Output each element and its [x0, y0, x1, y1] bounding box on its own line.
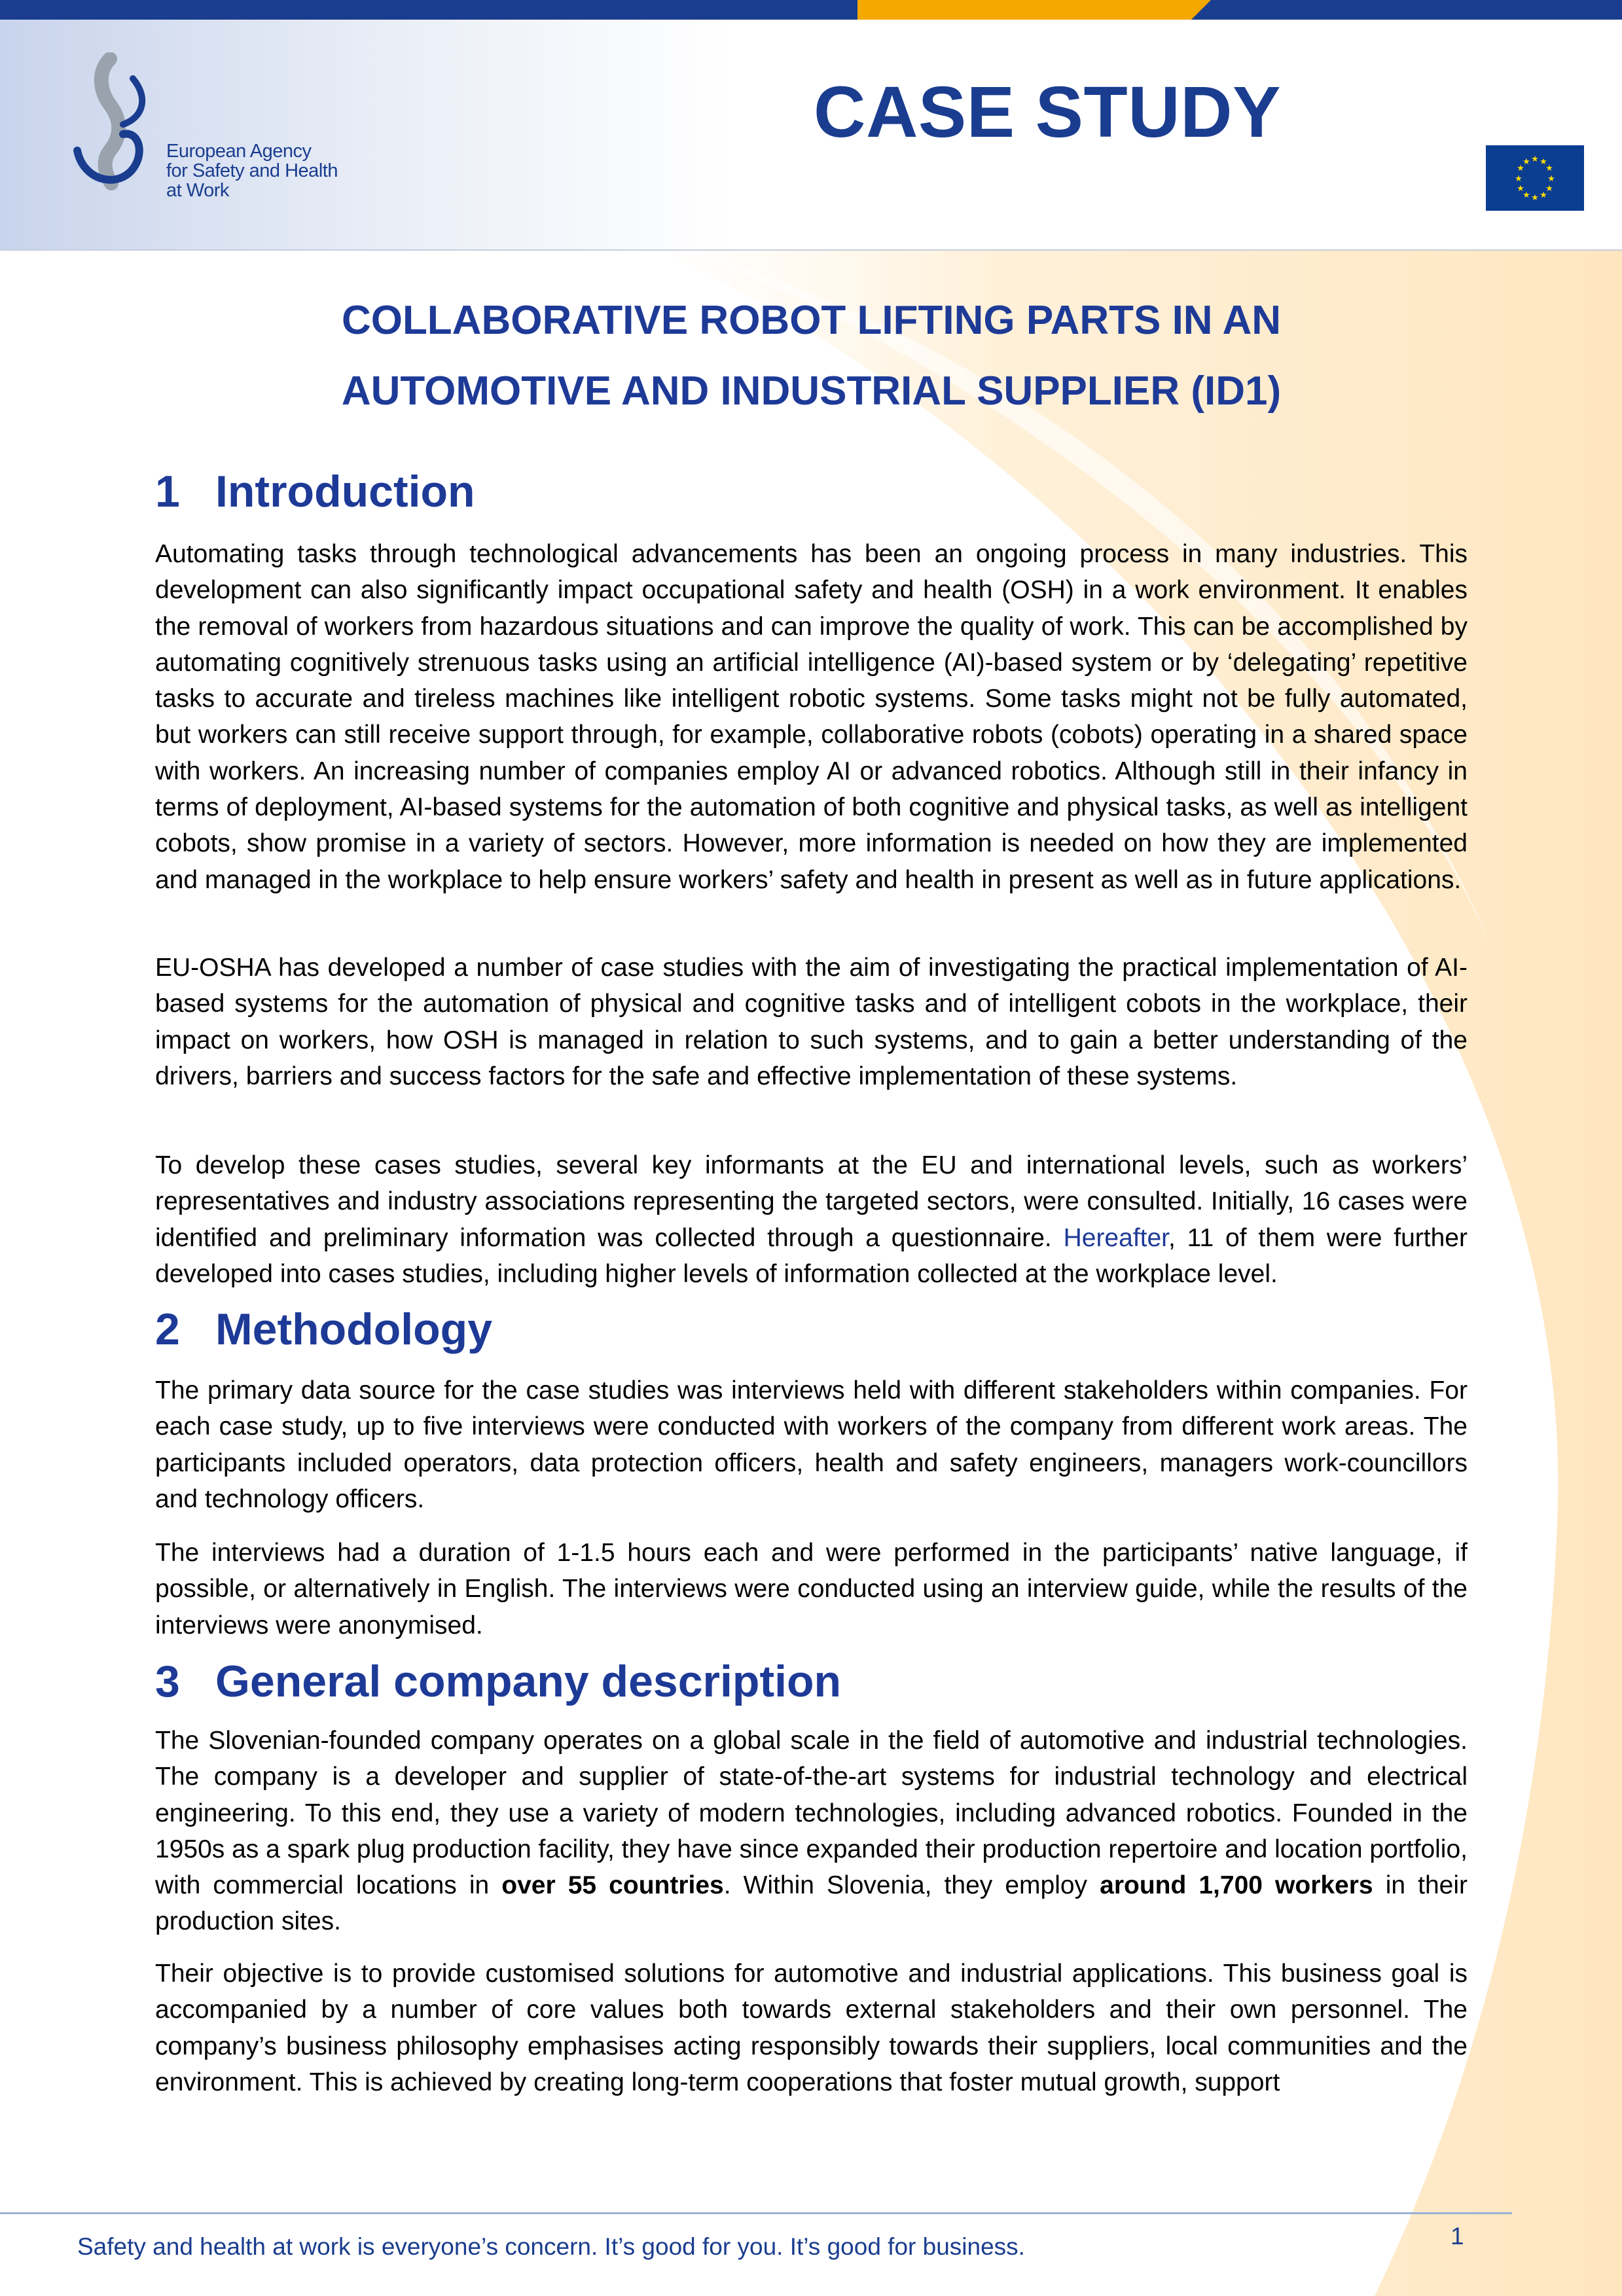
paragraph: Their objective is to provide customised solutions for automotive and industrial applications. This business goal is accompanied by a number of core values both towards external stakeholders and their own personnel. The company’s business philosophy emphasises acting responsibly towards their suppliers, local communities and the environment. This is achieved by creating long-term cooperations that foster mutual growth, support	[155, 1960, 1468, 2096]
header-stripe	[0, 0, 857, 20]
agency-logo	[71, 52, 346, 223]
paragraph-text: in their production sites.	[155, 1871, 1468, 1936]
paragraph-text: . Within Slovenia, they employ	[723, 1871, 1100, 1900]
paragraph: The primary data source for the case studies was interviews held with different stakeholders within companies. For each case study, up to five interviews were conducted with workers of the company from different work areas. The participants included operators, data protection officers, health and safety engineers, managers work-councillors and technology officers.	[155, 1376, 1468, 1513]
section-title: Introduction	[215, 467, 475, 516]
svg-text:★: ★	[1545, 164, 1553, 173]
eu-stars	[1486, 145, 1584, 211]
agency-name-line: for Safety and Health	[166, 160, 338, 181]
bold-text: over 55 countries	[501, 1871, 724, 1900]
svg-text:★: ★	[1540, 157, 1547, 167]
svg-text:★: ★	[1517, 184, 1524, 194]
svg-text:★: ★	[1523, 157, 1530, 167]
paragraph	[155, 1723, 1468, 1940]
document-type-label: CASE STUDY	[814, 72, 1281, 152]
paragraph-text: To develop these cases studies, several key informants at the EU and international levels, such as workers’ representatives and industry associations representing the targeted sectors, were consulted. Initially, 16 cases were identified and preliminary information was collected through a questionnaire.	[155, 1151, 1468, 1252]
svg-text:★: ★	[1523, 190, 1530, 200]
svg-text:★: ★	[1517, 164, 1524, 173]
document-title-line: COLLABORATIVE ROBOT LIFTING PARTS IN AN	[341, 298, 1282, 343]
footer-slogan: Safety and health at work is everyone’s concern. It’s good for you. It’s good for business.	[77, 2233, 1025, 2260]
svg-text:★: ★	[1515, 174, 1523, 184]
section-number: 2	[155, 1304, 180, 1354]
document-title	[155, 285, 1468, 427]
agency-name-line: European Agency	[166, 141, 312, 162]
svg-text:★: ★	[1540, 190, 1547, 200]
agency-name	[166, 141, 338, 200]
highlighted-text: Hereafter	[1063, 1223, 1169, 1252]
section-number: 3	[155, 1657, 180, 1706]
paragraph-text: , 11 of them were further developed into cases studies, including higher levels of information collected at the workplace level.	[155, 1223, 1468, 1288]
paragraph: The interviews had a duration of 1-1.5 hours each and were performed in the participants’ native language, if possible, or alternatively in English. The interviews were conducted using an interview guide, while the results of the interviews were anonymised.	[155, 1539, 1468, 1640]
paragraph-text: The Slovenian-founded company operates on a global scale in the field of automotive and industrial technologies. The company is a developer and supplier of state-of-the-art systems for industrial technology and electrical engineering. To this end, they use a variety of modern technologies, including advanced robotics. Founded in the 1950s as a spark plug production facility, they have since expanded their production repertoire and location portfolio, with commercial locations in	[155, 1727, 1468, 1900]
svg-text:★: ★	[1531, 193, 1539, 203]
agency-name-line: at Work	[166, 180, 229, 201]
section-title: General company description	[215, 1657, 842, 1706]
footer-divider	[0, 2212, 1512, 2214]
bold-text: around 1,700 workers	[1100, 1871, 1373, 1900]
page-number: 1	[1451, 2223, 1464, 2250]
paragraph	[155, 1147, 1468, 1292]
svg-text:★: ★	[1547, 174, 1555, 184]
section-number: 1	[155, 467, 180, 516]
paragraph: Automating tasks through technological advancements has been an ongoing process in many industries. This development can also significantly impact occupational safety and health (OSH) in a work environment. It enables the removal of workers from hazardous situations and can improve the quality of work. This can be accomplished by automating cognitively strenuous tasks using an artificial intelligence (AI)-based system or by ‘delegating’ repetitive tasks to accurate and tireless machines like intelligent robotic systems. Some tasks might not be fully automated, but workers can still receive support through, for example, collaborative robots (cobots) operating in a shared space with workers. An increasing number of companies employ AI or advanced robotics. Although still in their infancy in terms of deployment, AI-based systems for the automation of both cognitive and physical tasks, as well as intelligent cobots, show promise in a variety of sectors. However, more information is needed on how they are implemented and managed in the workplace to help ensure workers’ safety and health in present as well as in future applications.	[155, 540, 1468, 894]
svg-text:★: ★	[1531, 154, 1539, 164]
header-divider	[0, 249, 1622, 251]
agency-logo-icon	[71, 52, 162, 209]
document-title-line: AUTOMOTIVE AND INDUSTRIAL SUPPLIER (ID1)	[341, 368, 1282, 414]
paragraph: EU-OSHA has developed a number of case studies with the aim of investigating the practical implementation of AI-based systems for the automation of physical and cognitive tasks and of intelligent cobots in the workplace, their impact on workers, how OSH is managed in relation to such systems, and to gain a better understanding of the drivers, barriers and success factors for the safe and effective implementation of these systems.	[155, 954, 1468, 1090]
section-heading-introduction	[155, 466, 475, 517]
section-title: Methodology	[215, 1304, 493, 1354]
header-stripe-right	[1191, 0, 1622, 20]
section-heading-company-description	[155, 1656, 841, 1707]
eu-flag-icon	[1486, 145, 1584, 211]
section-heading-methodology	[155, 1304, 492, 1355]
svg-text:★: ★	[1545, 184, 1553, 194]
